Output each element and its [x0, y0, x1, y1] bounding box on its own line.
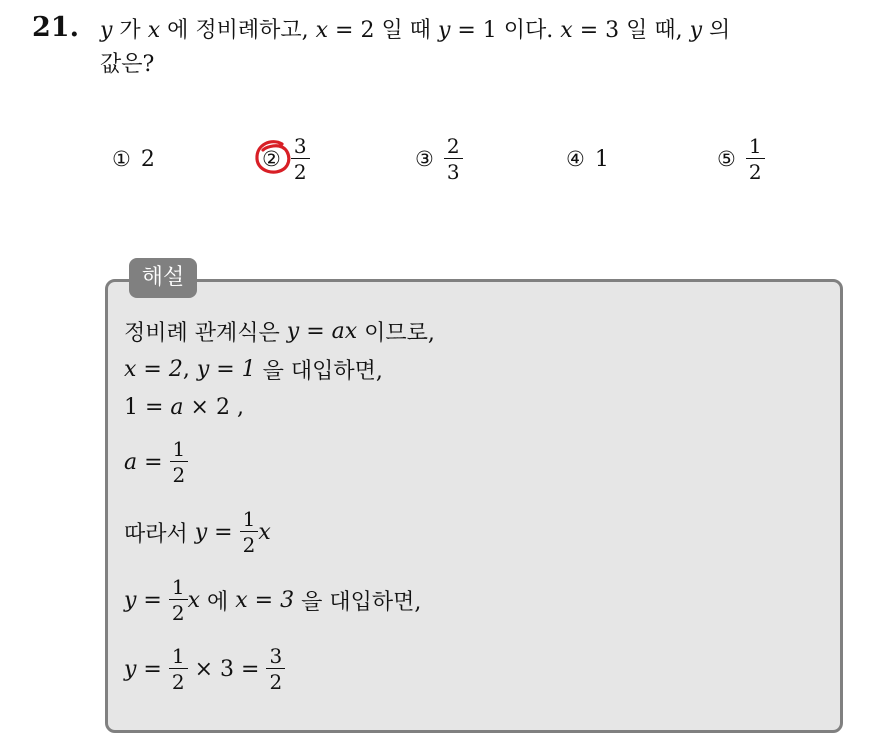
numerator: 2: [446, 134, 460, 158]
text: 을 대입하면,: [294, 589, 422, 615]
solution-line-4: [124, 432, 188, 492]
text: 에 정비례하고,: [160, 18, 316, 43]
text: 1 =: [124, 394, 171, 420]
solution-label: 해설: [129, 258, 197, 298]
denominator: 2: [291, 158, 310, 182]
choice-4[interactable]: [566, 124, 609, 194]
var: y: [689, 18, 703, 43]
denominator: 2: [170, 461, 189, 485]
choice-3-fraction: [444, 136, 463, 182]
text: 이므로,: [357, 320, 435, 346]
equation: x = 2: [124, 356, 183, 382]
choice-2-marker: [262, 147, 281, 171]
var: y: [437, 18, 451, 43]
numerator: 1: [172, 437, 186, 461]
choice-1-value: 2: [140, 146, 155, 172]
equation: y = 1: [196, 356, 256, 382]
question-number: 21.: [32, 12, 79, 43]
numerator: 1: [748, 134, 762, 158]
choice-5-fraction: [746, 136, 765, 182]
text: 의: [702, 18, 731, 43]
fraction: [169, 577, 188, 623]
choice-3-marker: ③: [415, 147, 434, 171]
solution-line-1: [124, 314, 435, 348]
denominator: 2: [169, 599, 188, 623]
numerator: 3: [269, 644, 283, 668]
numerator: 3: [293, 134, 307, 158]
solution-line-2: [124, 352, 383, 386]
choice-2[interactable]: [262, 124, 310, 194]
question-text-line-1: [100, 16, 730, 46]
numerator: 1: [171, 644, 185, 668]
fraction: [240, 509, 259, 555]
solution-line-5: [124, 502, 271, 562]
question-text-line-2: 값은?: [100, 52, 155, 77]
solution-line-6: [124, 570, 421, 630]
text: 을 대입하면,: [255, 358, 383, 384]
var: a: [170, 394, 184, 420]
denominator: 2: [240, 531, 259, 555]
text: × 2 ,: [183, 394, 244, 420]
equation: y =: [194, 519, 240, 545]
solution-line-3: [124, 390, 244, 424]
numerator: 1: [242, 507, 256, 531]
equation: y =: [124, 587, 169, 613]
text: 가: [112, 18, 148, 43]
text: 에: [200, 589, 236, 615]
equation: y = ax: [286, 318, 358, 344]
var: x: [187, 587, 201, 613]
choice-1-marker: ①: [112, 147, 131, 171]
choice-3[interactable]: [415, 124, 463, 194]
choice-2-marker-glyph: ②: [262, 147, 281, 171]
fraction: [169, 646, 188, 692]
equation: a =: [124, 449, 170, 475]
choice-4-value: 1: [594, 146, 609, 172]
denominator: 2: [169, 668, 188, 692]
equation: x = 3: [235, 587, 295, 613]
var: x: [315, 18, 329, 43]
text: 따라서: [124, 521, 195, 547]
var: x: [560, 18, 573, 43]
text: = 3 일 때,: [572, 18, 690, 43]
denominator: 3: [444, 158, 463, 182]
var: x: [258, 519, 271, 545]
text: = 2 일 때: [328, 18, 438, 43]
var: x: [147, 18, 161, 43]
text: × 3 =: [187, 656, 267, 682]
choice-4-marker: ④: [566, 147, 585, 171]
numerator: 1: [171, 575, 185, 599]
text: ,: [182, 356, 197, 382]
choice-5[interactable]: [717, 124, 765, 194]
choice-5-marker: ⑤: [717, 147, 736, 171]
fraction: [266, 646, 285, 692]
text: = 1 이다.: [450, 18, 561, 43]
solution-line-7: [124, 638, 285, 700]
choice-2-fraction: [291, 136, 310, 182]
equation: y =: [124, 656, 169, 682]
text: 정비례 관계식은: [124, 320, 287, 346]
var: y: [100, 18, 113, 43]
denominator: 2: [266, 668, 285, 692]
denominator: 2: [746, 158, 765, 182]
choice-1[interactable]: [112, 124, 155, 194]
fraction: [170, 439, 189, 485]
